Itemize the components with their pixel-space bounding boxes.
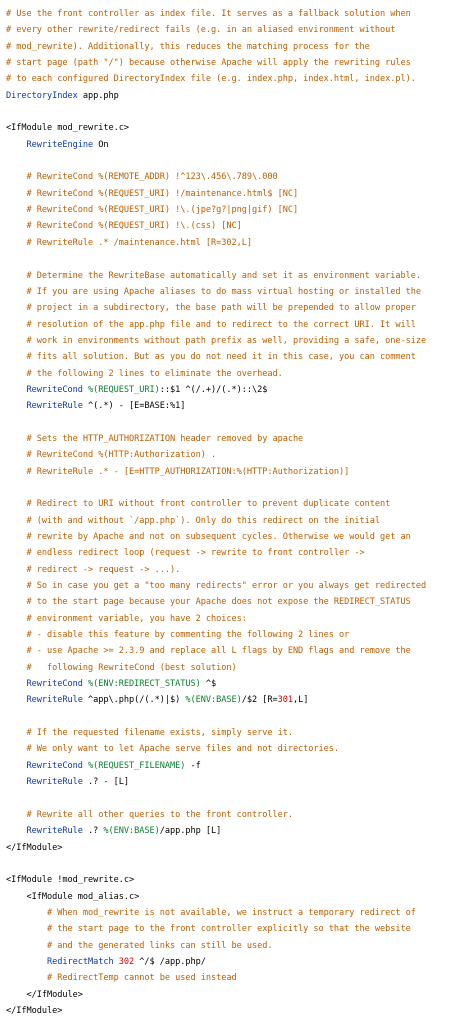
code-line — [6, 447, 460, 463]
code-text: ^/$ /app.php/ — [134, 956, 206, 967]
code-line — [6, 921, 460, 937]
code-text: On — [93, 139, 109, 150]
comment-text: # and the generated links can still be used. — [6, 940, 273, 951]
comment-text: # to the start page because your Apache does not expose the REDIRECT_STATUS — [6, 597, 411, 608]
code-line — [6, 349, 460, 365]
comment-text: # Determine the RewriteBase automatically and set it as environment variable. — [6, 270, 422, 281]
comment-text: # to each configured DirectoryIndex file (e.g. index.php, index.html, index.pl). — [6, 74, 416, 85]
comment-text: # fits all solution. But as you do not need it in this case, you can comment — [6, 352, 416, 363]
code-line — [6, 1003, 460, 1019]
code-line — [6, 987, 460, 1003]
code-line — [6, 758, 460, 774]
code-line — [6, 218, 460, 234]
code-line — [6, 823, 460, 839]
code-line — [6, 22, 460, 38]
code-line — [6, 513, 460, 529]
code-line — [6, 643, 460, 659]
code-line — [6, 856, 460, 872]
code-line — [6, 774, 460, 790]
code-text — [6, 777, 27, 787]
code-line — [6, 169, 460, 185]
directive-keyword: RewriteCond — [26, 384, 83, 395]
comment-text: # RewriteRule .* /maintenance.html [R=302,L] — [6, 237, 252, 248]
comment-text: # work in environments without path prefix as well, providing a safe, one-size — [6, 335, 427, 346]
comment-text: # Rewrite all other queries to the front controller. — [6, 809, 293, 820]
code-text: ::$1 ^(/.+)/(.*)::\2$ — [159, 384, 268, 395]
code-line — [6, 464, 460, 480]
comment-text: # redirect -> request -> ...). — [6, 564, 181, 575]
code-line — [6, 333, 460, 349]
comment-text: # Redirect to URI without front controller to prevent duplicate content — [6, 499, 391, 510]
code-text: </IfModule> — [6, 989, 83, 1000]
code-line — [6, 807, 460, 823]
comment-text: # rewrite by Apache and not on subsequent cycles. Otherwise we would get an — [6, 532, 411, 542]
code-line — [6, 202, 460, 218]
comment-text: # start page (path "/") because otherwise Apache will apply the rewriting rules — [6, 58, 411, 69]
code-line — [6, 692, 460, 708]
code-line — [6, 235, 460, 251]
code-line — [6, 186, 460, 202]
code-line — [6, 889, 460, 905]
code-text: .? - [L] — [82, 777, 129, 788]
code-text: /$2 [R= — [241, 695, 278, 706]
code-line — [6, 71, 460, 87]
directive-keyword: RewriteRule — [26, 777, 83, 788]
code-line — [6, 398, 460, 414]
comment-text: # endless redirect loop (request -> rewrite to front controller -> — [6, 548, 365, 559]
comment-text: # resolution of the app.php file and to redirect to the correct URI. It will — [6, 319, 416, 330]
code-line — [6, 562, 460, 578]
code-text — [6, 401, 27, 411]
server-variable: %(ENV:BASE) — [185, 695, 242, 706]
comment-text: # following RewriteCond (best solution) — [6, 662, 237, 673]
code-line — [6, 840, 460, 856]
server-variable: %(REQUEST_FILENAME) — [88, 760, 186, 771]
code-text: </IfModule> — [6, 1005, 63, 1016]
code-line — [6, 268, 460, 284]
code-line — [6, 660, 460, 676]
code-line — [6, 251, 460, 267]
code-line — [6, 137, 460, 153]
comment-text: # So in case you get a "too many redirects" error or you always get redirected — [6, 581, 427, 592]
code-line — [6, 480, 460, 496]
comment-text: # the start page to the front controller explicitly so that the website — [6, 924, 411, 935]
code-line — [6, 6, 460, 22]
code-line — [6, 676, 460, 692]
comment-text: # - use Apache >= 2.3.9 and replace all L flags by END flags and remove the — [6, 646, 411, 657]
code-text: ,L] — [292, 695, 309, 706]
server-variable: %(REQUEST_URI) — [88, 384, 160, 395]
code-line — [6, 415, 460, 431]
code-line — [6, 366, 460, 382]
code-text — [6, 826, 27, 836]
server-variable: %(ENV:BASE) — [103, 826, 160, 837]
comment-text: # RewriteCond %(REQUEST_URI) !/maintenance.html$ [NC] — [6, 188, 299, 199]
code-line — [6, 594, 460, 610]
code-line — [6, 153, 460, 169]
status-number: 301 — [277, 695, 293, 706]
comment-text: # (with and without `/app.php`). Only do this redirect on the initial — [6, 515, 381, 526]
code-line — [6, 791, 460, 807]
comment-text: # RewriteCond %(REMOTE_ADDR) !^123\.456\.789\.000 — [6, 172, 278, 183]
code-line — [6, 725, 460, 741]
code-text — [6, 957, 47, 967]
code-line — [6, 611, 460, 627]
comment-text: # Sets the HTTP_AUTHORIZATION header removed by apache — [6, 433, 304, 444]
code-line — [6, 317, 460, 333]
code-line — [6, 431, 460, 447]
code-line — [6, 284, 460, 300]
code-text: <IfModule !mod_rewrite.c> — [6, 875, 135, 886]
comment-text: # environment variable, you have 2 choices: — [6, 613, 247, 624]
code-text — [6, 695, 27, 705]
code-text: /app.php [L] — [159, 826, 222, 837]
comment-text: # We only want to let Apache serve files and not directories. — [6, 744, 340, 755]
comment-text: # Use the front controller as index file. It serves as a fallback solution when — [6, 9, 411, 19]
code-line — [6, 709, 460, 725]
code-line — [6, 905, 460, 921]
comment-text: # If the requested filename exists, simply serve it. — [6, 728, 293, 739]
directive-keyword: RewriteRule — [26, 826, 83, 837]
code-line — [6, 970, 460, 986]
server-variable: %(ENV:REDIRECT_STATUS) — [88, 679, 201, 690]
directive-keyword: RewriteRule — [26, 401, 83, 412]
code-text: ^$ — [200, 679, 217, 690]
code-text: <IfModule mod_alias.c> — [6, 891, 140, 902]
comment-text: # RewriteCond %(REQUEST_URI) !\.(jpe?g?|png|gif) [NC] — [6, 205, 299, 216]
code-text: .? — [82, 826, 104, 837]
comment-text: # every other rewrite/redirect fails (e.g. in an aliased environment without — [6, 25, 396, 36]
code-line — [6, 88, 460, 104]
code-line — [6, 104, 460, 120]
comment-text: # RedirectTemp cannot be used instead — [6, 973, 237, 984]
directive-keyword: RedirectMatch — [47, 956, 114, 967]
code-line — [6, 120, 460, 136]
code-line — [6, 741, 460, 757]
status-number: 302 — [118, 956, 135, 967]
code-text — [6, 679, 27, 689]
directive-keyword: RewriteCond — [26, 679, 83, 690]
comment-text: # the following 2 lines to eliminate the overhead. — [6, 368, 283, 379]
code-text: <IfModule mod_rewrite.c> — [6, 123, 129, 134]
code-text — [6, 761, 27, 771]
comment-text: # If you are using Apache aliases to do mass virtual hosting or installed the — [6, 286, 422, 297]
code-text: ^app\.php(/(.*)|$) — [82, 695, 186, 706]
code-line — [6, 872, 460, 888]
comment-text: # When mod_rewrite is not available, we instruct a temporary redirect of — [6, 907, 416, 918]
directive-keyword: DirectoryIndex — [6, 90, 78, 101]
comment-text: # RewriteRule .* - [E=HTTP_AUTHORIZATION:%(HTTP:Authorization)] — [6, 466, 350, 477]
code-text: </IfModule> — [6, 842, 63, 853]
code-line — [6, 496, 460, 512]
code-line — [6, 578, 460, 594]
code-line — [6, 545, 460, 561]
code-text — [6, 140, 27, 150]
comment-text: # mod_rewrite). Additionally, this reduces the matching process for the — [6, 41, 370, 52]
comment-text: # RewriteCond %(REQUEST_URI) !\.(css) [NC] — [6, 221, 242, 232]
code-text: app.php — [77, 90, 119, 101]
code-line — [6, 55, 460, 71]
code-line — [6, 938, 460, 954]
code-text: ^(.*) - [E=BASE:%1] — [82, 401, 186, 412]
code-line — [6, 529, 460, 545]
code-line — [6, 954, 460, 970]
comment-text: # RewriteCond %(HTTP:Authorization) . — [6, 450, 217, 461]
code-text — [6, 385, 27, 395]
comment-text: # - disable this feature by commenting the following 2 lines or — [6, 630, 350, 641]
comment-text: # project in a subdirectory, the base path will be prepended to allow proper — [6, 303, 416, 314]
directive-keyword: RewriteRule — [26, 695, 83, 706]
directive-keyword: RewriteEngine — [26, 139, 94, 150]
code-line — [6, 300, 460, 316]
code-line — [6, 382, 460, 398]
code-line — [6, 39, 460, 55]
code-text: -f — [185, 760, 201, 771]
code-line — [6, 627, 460, 643]
directive-keyword: RewriteCond — [26, 760, 83, 771]
